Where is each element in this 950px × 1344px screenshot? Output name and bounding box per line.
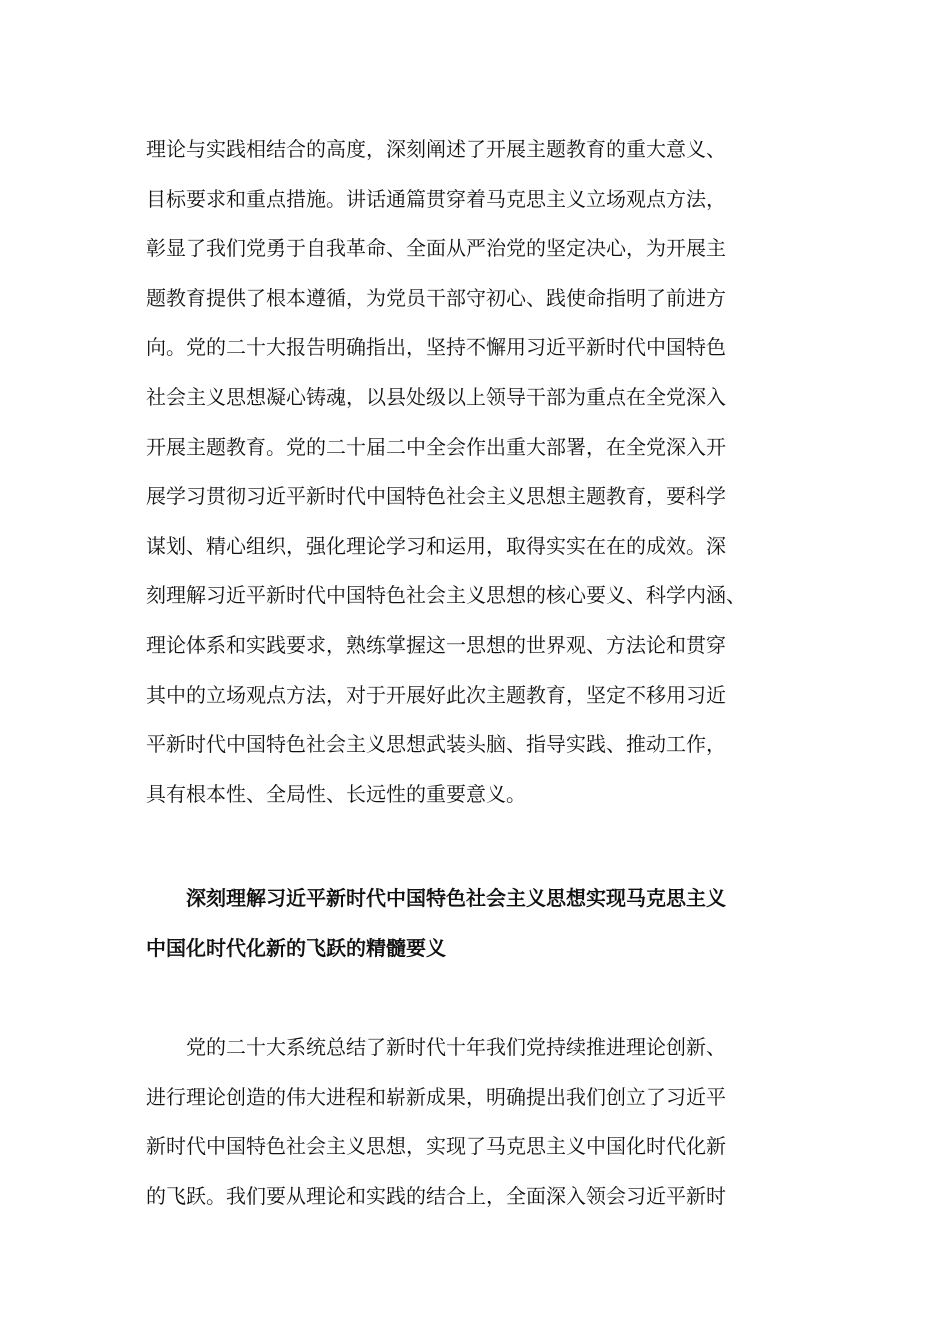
paragraph-line: 刻理解习近平新时代中国特色社会主义思想的核心要义、科学内涵、 — [146, 583, 746, 608]
paragraph-line: 的飞跃。我们要从理论和实践的结合上，全面深入领会习近平新时 — [146, 1183, 726, 1208]
paragraph-line: 平新时代中国特色社会主义思想武装头脑、指导实践、推动工作， — [146, 732, 726, 757]
paragraph-line: 谋划、精心组织，强化理论学习和运用，取得实实在在的成效。深 — [146, 533, 726, 558]
paragraph-line: 社会主义思想凝心铸魂，以县处级以上领导干部为重点在全党深入 — [146, 384, 726, 409]
paragraph-line: 理论与实践相结合的高度，深刻阐述了开展主题教育的重大意义、 — [146, 137, 726, 161]
heading-line: 深刻理解习近平新时代中国特色社会主义思想实现马克思主义 — [186, 886, 726, 910]
paragraph-line: 目标要求和重点措施。讲话通篇贯穿着马克思主义立场观点方法， — [146, 186, 726, 211]
paragraph-1 — [146, 125, 818, 819]
paragraph-line: 题教育提供了根本遵循，为党员干部守初心、践使命指明了前进方 — [146, 285, 726, 310]
paragraph-line: 理论体系和实践要求，熟练掌握这一思想的世界观、方法论和贯穿 — [146, 632, 726, 657]
paragraph-line: 彰显了我们党勇于自我革命、全面从严治党的坚定决心，为开展主 — [146, 236, 726, 261]
paragraph-line: 具有根本性、全局性、长远性的重要意义。 — [146, 781, 526, 806]
paragraph-line: 展学习贯彻习近平新时代中国特色社会主义思想主题教育，要科学 — [146, 484, 726, 509]
paragraph-line: 开展主题教育。党的二十届二中全会作出重大部署，在全党深入开 — [146, 434, 726, 459]
paragraph-line: 党的二十大系统总结了新时代十年我们党持续推进理论创新、 — [186, 1035, 726, 1059]
paragraph-line: 进行理论创造的伟大进程和崭新成果，明确提出我们创立了习近平 — [146, 1084, 726, 1109]
paragraph-line: 向。党的二十大报告明确指出，坚持不懈用习近平新时代中国特色 — [146, 335, 726, 360]
paragraph-2 — [146, 1023, 818, 1221]
paragraph-line: 新时代中国特色社会主义思想，实现了马克思主义中国化时代化新 — [146, 1134, 726, 1159]
paragraph-line: 其中的立场观点方法，对于开展好此次主题教育，坚定不移用习近 — [146, 682, 726, 707]
heading-line: 中国化时代化新的飞跃的精髓要义 — [146, 935, 446, 960]
section-heading — [146, 874, 818, 973]
